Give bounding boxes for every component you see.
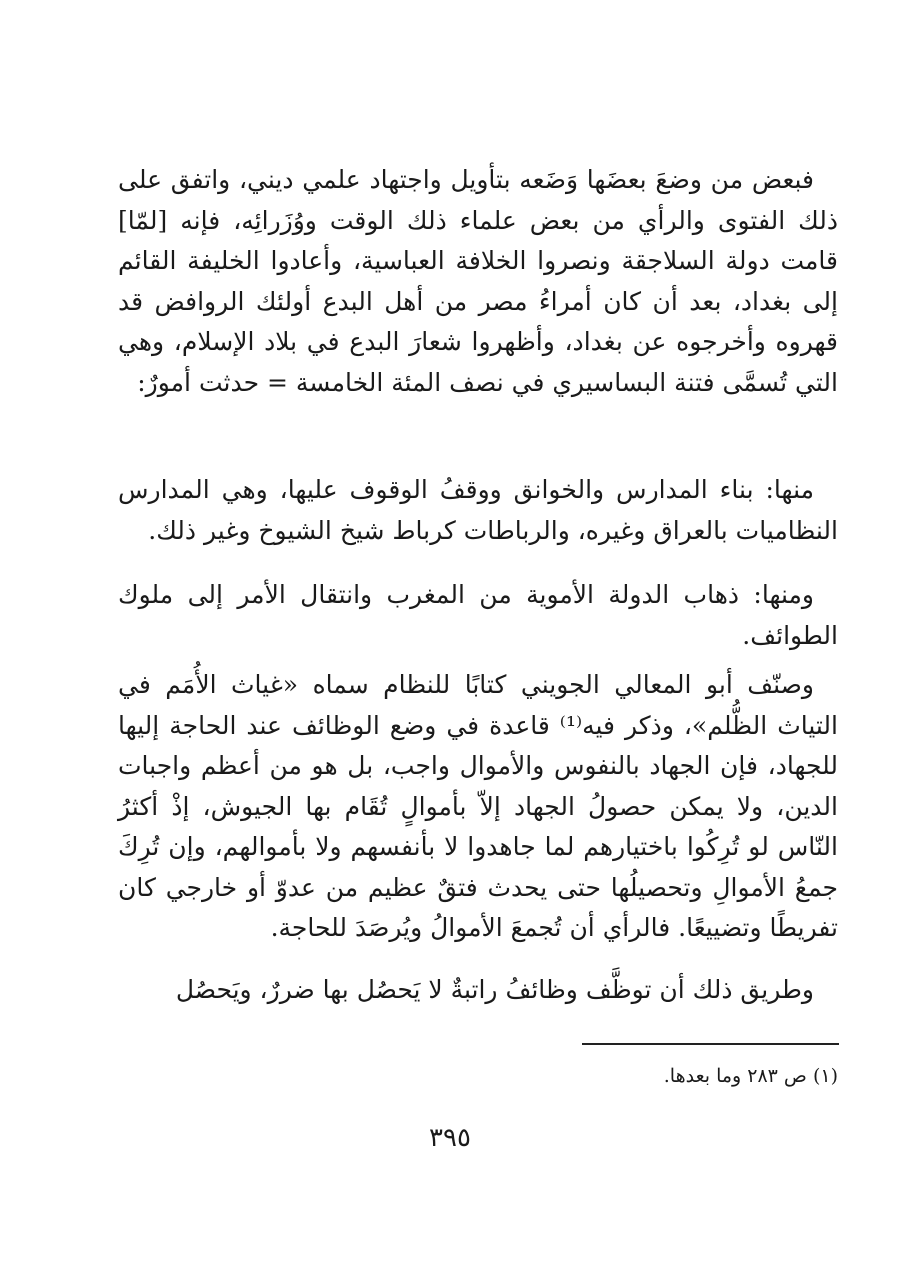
paragraph-5: وطريق ذلك أن توظَّف وظائفُ راتبةٌ لا يَحصُل بها ضررٌ، ويَحصُل <box>175 975 814 1004</box>
footnote-divider <box>582 1043 839 1045</box>
page-number: ٣٩٥ <box>429 1123 471 1153</box>
paragraph-3: ومنها: ذهاب الدولة الأموية من المغرب وانتقال الأمر إلى ملوك الطوائف. <box>118 580 838 650</box>
paragraph-2: منها: بناء المدارس والخوانق ووقفُ الوقوف عليها، وهي المدارس النظاميات بالعراق وغيره، والرباطات كرباط شيخ الشيوخ وغير ذلك. <box>118 475 838 545</box>
paragraph-4: وصنّف أبو المعالي الجويني كتابًا للنظام سماه «غياث الأُمَم في التياث الظُّلم»، وذكر فيه⁽¹⁾ قاعدة في وضع الوظائف عند الحاجة إليها للجهاد، فإن الجهاد بالنفوس والأموال واجب، بل هو من أعظم واجبات الدين، ولا يمكن حصولُ الجهاد إلاّ بأموالٍ تُقَام بها الجيوش، إذْ أكثرُ النّاس لو تُرِكُوا باختيارهم لما جاهدوا لا بأنفسهم ولا بأموالهم، وإن تُرِكَ جمعُ الأموالِ وتحصيلُها حتى يحدث فتقٌ عظيم من عدوّ أو خارجي كان تفريطًا وتضييعًا. فالرأي أن تُجمعَ الأموالُ ويُرصَدَ للحاجة. <box>118 670 838 942</box>
footnote: (١) ص ٢٨٣ وما بعدها. <box>663 1065 838 1087</box>
paragraph-1: فبعض من وضعَ بعضَها وَضَعه بتأويل واجتهاد علمي ديني، واتفق على ذلك الفتوى والرأي من بعض علماء ذلك الوقت ووُزَرائِه، فإنه [لمّا] قامت دولة السلاجقة ونصروا الخلافة العباسية، وأعادوا الخليفة القائم إلى بغداد، بعد أن كان أمراءُ مصر من أهل البدع أولئك الروافض قد قهروه وأخرجوه عن بغداد، وأظهروا شعارَ البدع في بلاد الإسلام، وهي التي تُسمَّى فتنة البساسيري في نصف المئة الخامسة = حدثت أمورٌ: <box>118 165 838 397</box>
